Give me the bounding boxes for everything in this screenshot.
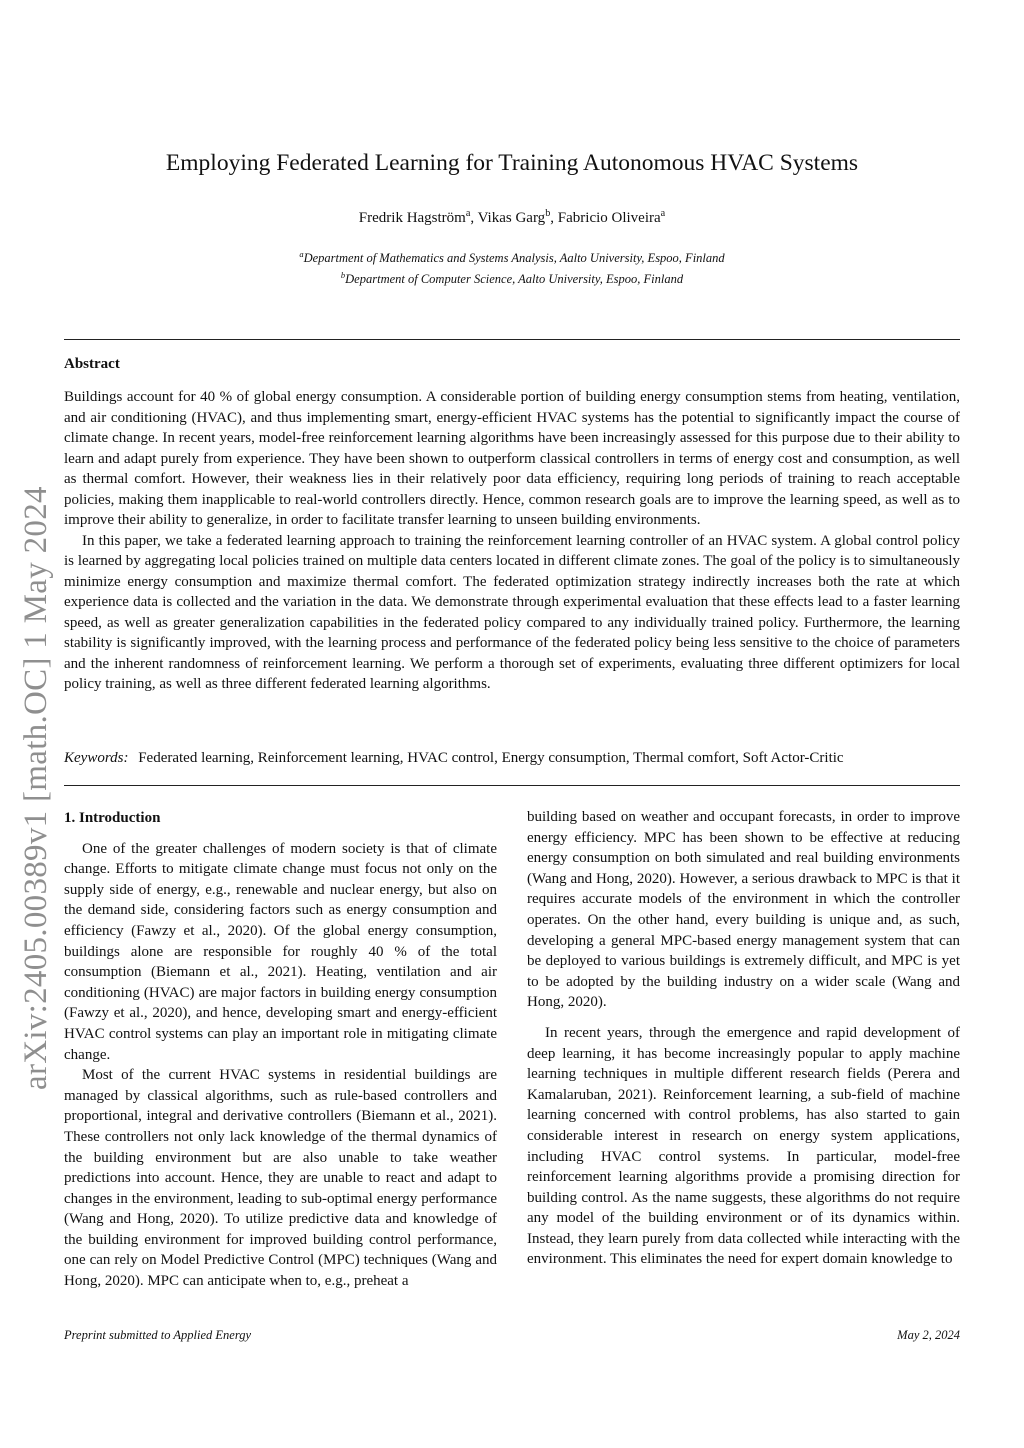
left-column <box>64 808 497 1292</box>
section-heading-introduction: 1. Introduction <box>64 810 161 826</box>
abstract-paragraph: Buildings account for 40 % of global energy consumption. A considerable portion of building energy consumption stems from heating, ventilation, and air conditioning (HVAC), and thus implementing smart, energy-efficient HVAC systems has the potential to significantly impact the course of climate change. In recent years, model-free reinforcement learning algorithms have been increasingly assessed for this purpose due to their ability to learn and adapt purely from experience. They have been shown to outperform classical controllers in terms of energy cost and consumption, as well as thermal comfort. However, their weakness lies in their relatively poor data efficiency, requiring long periods of training to reach acceptable policies, making them inapplicable to real-world controllers directly. Hence, common research goals are to improve the learning speed, as well as to improve their ability to generalize, in order to facilitate transfer learning to unseen building environments. <box>64 389 960 528</box>
top-divider <box>64 339 960 340</box>
paper-title: Employing Federated Learning for Training Autonomous HVAC Systems <box>165 150 859 176</box>
author-name: Fabricio Oliveira <box>557 210 661 226</box>
footer-preprint-note: Preprint submitted to Applied Energy <box>64 1328 252 1342</box>
affil-mark: b <box>545 208 551 219</box>
keywords <box>64 750 960 767</box>
body-paragraph: In recent years, through the emergence and rapid development of deep learning, it has become increasingly popular to apply machine learning techniques in multiple different research fields (Perera and Kamalaruban, 2021). Reinforcement learning, a sub-field of machine learning concerned with control problems, has also started to gain considerable interest in research on energy system applications, including HVAC control systems. In particular, model-free reinforcement learning algorithms provide a promising direction for building control. As the name suggests, these algorithms do not require any model of the building environment or of its dynamics within. Instead, they learn purely from data collected while interacting with the environment. This eliminates the need for expert domain knowledge to <box>527 1024 960 1268</box>
affiliation-text: Department of Mathematics and Systems Analysis, Aalto University, Espoo, Finland <box>303 251 725 266</box>
arxiv-side-stamp: arXiv:2405.00389v1 [math.OC] 1 May 2024 <box>18 486 54 1090</box>
affiliation-a <box>0 246 1024 267</box>
affil-mark: a <box>299 249 304 259</box>
keywords-label: Keywords: <box>64 750 129 766</box>
author-list: Fredrik Hagström$^a$, Vikas Garg$^b$, Fabricio Oliveira$^a$ <box>358 208 666 226</box>
body-paragraph: building based on weather and occupant forecasts, in order to improve energy efficiency. MPC has been shown to be effective at reducing energy consumption on both simulated and real building environments (Wang and Hong, 2020). However, a serious drawback to MPC is that it requires accurate models of the environment in which the controller operates. On the other hand, every building is unique and, as such, developing a general MPC-based energy management system that can be deployed to various buildings is extremely difficult, and MPC is yet to be adopted by the building industry on a wider scale (Wang and Hong, 2020). <box>527 809 960 1011</box>
abstract-body <box>64 387 960 695</box>
body-paragraph: Most of the current HVAC systems in residential buildings are managed by classical algorithms, such as rule-based controllers and proportional, integral and derivative controllers (Biemann et al., 2021). These controllers not only lack knowledge of the thermal dynamics of the building environment but are also unable to take weather predictions into account. Hence, they are unable to react and adapt to changes in the environment, leading to sub-optimal energy performance (Wang and Hong, 2020). To utilize predictive data and knowledge of the building environment for improved building control performance, one can rely on Model Predictive Control (MPC) techniques (Wang and Hong, 2020). MPC can anticipate when to, e.g., preheat a <box>64 1067 497 1290</box>
affil-mark: b <box>340 270 346 281</box>
affiliations <box>0 246 1024 288</box>
affil-mark: a <box>465 208 471 219</box>
affiliation-text: Department of Computer Science, Aalto University, Espoo, Finland <box>345 272 684 287</box>
abstract-paragraph: In this paper, we take a federated learning approach to training the reinforcement learning controller of an HVAC system. A global control policy is learned by aggregating local policies trained on multiple data centers located in different climate zones. The goal of the policy is to simultaneously minimize energy consumption and maximize thermal comfort. The federated optimization strategy indirectly increases both the rate at which experience data is collected and the variation in the data. We demonstrate through experimental evaluation that these effects lead to a faster learning speed, as well as greater generalization capabilities in the federated policy compared to any individually trained policy. Furthermore, the learning stability is significantly improved, with the learning process and performance of the federated policy being less sensitive to the choice of parameters and the inherent randomness of reinforcement learning. We perform a thorough set of experiments, evaluating three different optimizers for local policy training, as well as three different federated learning algorithms. <box>64 532 960 692</box>
footer-date: May 2, 2024 <box>897 1328 960 1342</box>
author-name: Fredrik Hagström <box>358 210 466 226</box>
keywords-text: Federated learning, Reinforcement learning, HVAC control, Energy consumption, Thermal comfort, Soft Actor-Critic <box>138 750 844 766</box>
affil-mark: a <box>660 208 666 219</box>
bottom-divider <box>64 785 960 786</box>
author-name: Vikas Garg <box>477 210 546 226</box>
abstract-heading: Abstract <box>64 356 120 372</box>
affiliation-b <box>0 267 1024 288</box>
body-paragraph: One of the greater challenges of modern society is that of climate change. Efforts to mitigate climate change must focus not only on the supply side of energy, e.g., renewable and nuclear energy, but also on the demand side, considering factors such as energy consumption and efficiency (Fawzy et al., 2020). Of the global energy consumption, buildings alone are responsible for roughly 40 % of the total consumption (Biemann et al., 2021). Heating, ventilation and air conditioning (HVAC) are major factors in building energy consumption (Fawzy et al., 2020), and hence, developing smart and energy-efficient HVAC control systems can play an important role in mitigating climate change. <box>64 840 497 1063</box>
right-column <box>527 807 960 1270</box>
